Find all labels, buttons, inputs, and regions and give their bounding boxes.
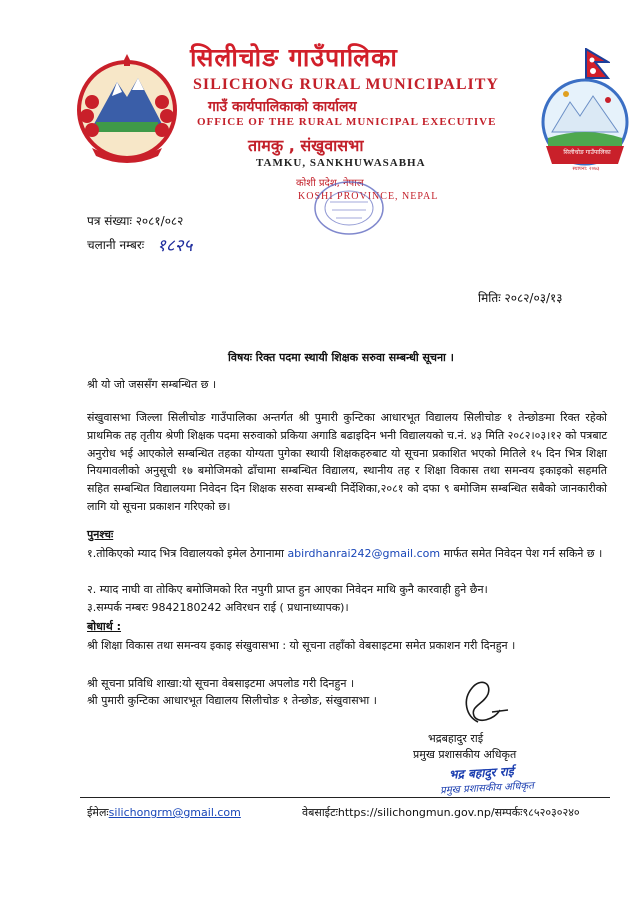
footer-email [87, 805, 241, 820]
letter-date: मितिः २०८२/०३/१३ [478, 291, 563, 305]
nepal-emblem-logo [72, 52, 182, 170]
footer-contact [302, 805, 580, 820]
address-np: तामकु , संखुवासभा [248, 136, 364, 155]
office-name-en: OFFICE OF THE RURAL MUNICIPAL EXECUTIVE [197, 116, 497, 128]
info-copy-3: श्री पुमारी कुन्टिका आधारभूत विद्यालय सिलीचोङ १ तेन्छोङ, संखुवासभा । [87, 694, 377, 707]
municipality-name-en: SILICHONG RURAL MUNICIPALITY [193, 76, 499, 93]
note-1-prefix: १.तोकिएको म्याद भित्र विद्यालयको इमेल ठेगानामा [87, 547, 284, 560]
footer-email-link[interactable]: silichongrm@gmail.com [108, 806, 241, 819]
signer-name: भद्रबहादुर राई [428, 732, 484, 745]
footer-divider [80, 797, 610, 798]
municipality-name-np: सिलीचोङ गाउँपालिका [190, 43, 398, 72]
postscript-heading: पुनश्चः [87, 528, 114, 541]
school-email-link[interactable]: abirdhanrai242@gmail.com [287, 547, 441, 560]
office-seal-stamp [312, 180, 386, 236]
logo-right-year: स्थापना: २०७३ [572, 166, 600, 172]
province-en: KOSHI PROVINCE, NEPAL [298, 191, 439, 202]
note-3: ३.सम्पर्क नम्बरः 9842180242 अविरधन राई ( प्रधानाध्यापक)। [87, 601, 349, 614]
notice-body: संखुवासभा जिल्ला सिलीचोङ गाउँपालिका अन्तर्गत श्री पुमारी कुन्टिका आधारभूत विद्यालय सिलीचोङ १ तेन्छोङमा रिक्त रहेको प्राथमिक तह तृतीय श्रेणी शिक्षक पदमा सरुवाको प्रकिया अगाडि बढाइदिन भनी विद्यालयको च.नं. ४३ मिति २०८२।०३।१२ को पत्रबाट अनुरोध भई आएकोले सम्बन्धित तहका योग्यता पुगेका स्थायी शिक्षकहरुबाट यो सूचना प्रकाशित भएको मितिले १५ दिन भित्र शिक्षा नियमावलीको अनुसूची १७ बमोजिमको ढाँचामा सम्बन्धित विद्यालय, स्थानीय तह र शिक्षा विकास तथा समन्वय इकाइको सहमति सहित सम्बन्धित विद्यालयमा निवेदन दिन शिक्षक सरुवा सम्बन्धी निर्देशिका,२०८१ को दफा ९ बमोजिम सम्बन्धित सबैको जानकारीको लागि यो सूचना प्रकाशन गरिएको छ। [87, 411, 607, 513]
info-copy-1: श्री शिक्षा विकास तथा समन्वय इकाइ संखुवासभा : यो सूचना तहाँको वेबसाइटमा समेत प्रकाशन गरी दिनहुन । [87, 639, 516, 652]
address-en: TAMKU, SANKHUWASABHA [256, 157, 426, 169]
footer-website-link[interactable]: https://silichongmun.gov.np/ [337, 806, 495, 819]
signer-stamp-name: भद्र बहादुर राई [448, 764, 515, 782]
municipality-logo [538, 76, 632, 176]
letter-number: पत्र संख्याः २०८१/०८२ [87, 214, 184, 228]
office-name-np: गाउँ कार्यपालिकाको कार्यालय [208, 99, 357, 115]
info-copy-2: श्री सूचना प्रविधि शाखा:यो सूचना वेबसाइटमा अपलोड गरी दिनहुन । [87, 677, 355, 690]
logo-right-name: सिलीचोङ गाउँपालिका [563, 149, 611, 156]
dispatch-number-value: १८२५ [157, 236, 193, 256]
note-1-suffix: मार्फत समेत निवेदन पेश गर्न सकिने छ । [443, 547, 603, 560]
signer-title: प्रमुख प्रशासकीय अधिकृत [413, 748, 517, 761]
footer-email-label: ईमेलः [87, 806, 109, 819]
signer-stamp-title: प्रमुख प्रशासकीय अधिकृत [439, 780, 535, 797]
note-2: २. म्याद नाघी वा तोकिए बमोजिमको रित नपुगी प्राप्त हुन आएका निवेदन माथि कुनै कारवाही हुने छैन। [87, 583, 488, 596]
note-1 [87, 545, 607, 563]
subject-line: विषयः रिक्त पदमा स्थायी शिक्षक सरुवा सम्बन्धी सूचना । [228, 351, 454, 364]
recipient-line: श्री यो जो जससँग सम्बन्धित छ । [87, 378, 217, 391]
handwritten-signature [448, 676, 518, 728]
province-np: कोशी प्रदेश, नेपाल [296, 178, 364, 189]
footer-website-label: वेबसाईटः [302, 806, 338, 819]
footer-phone: सम्पर्कः९८५२०३०२४० [494, 806, 580, 819]
dispatch-number-label: चलानी नम्बरः [87, 238, 145, 252]
info-copy-heading: बोधार्थ : [87, 620, 122, 633]
